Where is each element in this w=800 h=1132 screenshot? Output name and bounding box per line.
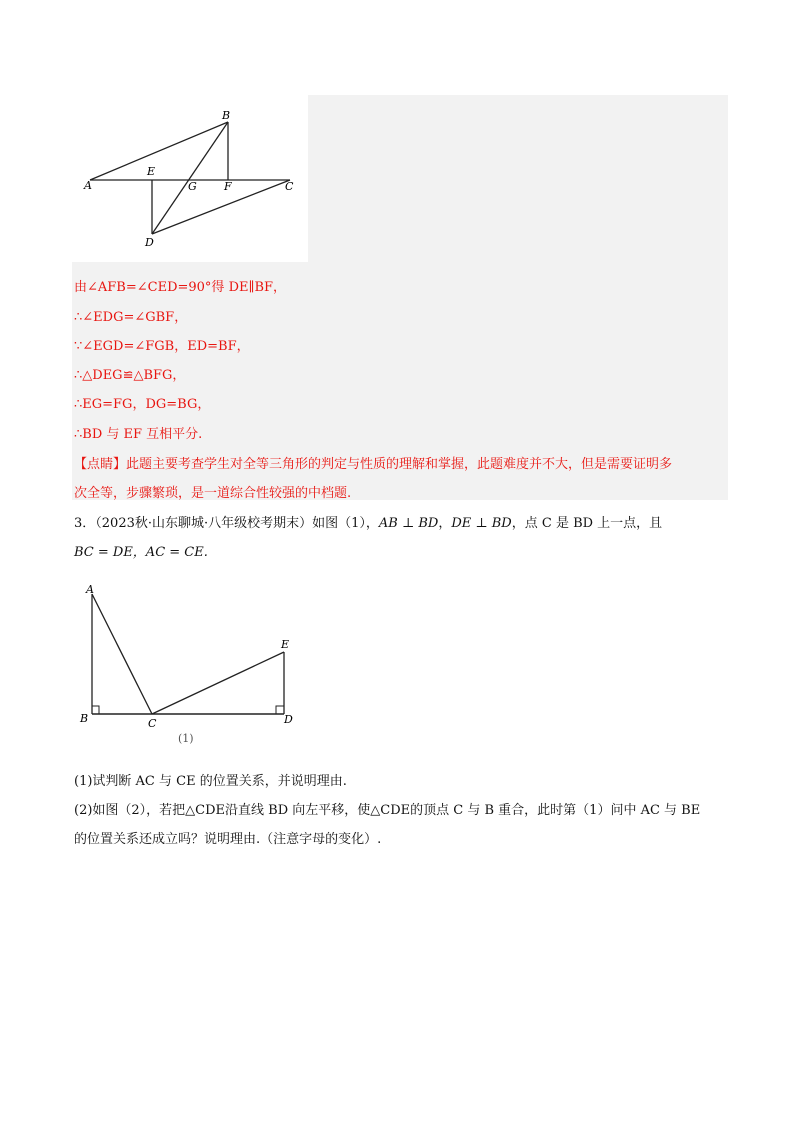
question-number: 3． — [74, 516, 96, 531]
label-B: B — [222, 109, 231, 122]
label-C2: C — [148, 717, 157, 730]
comment-line-1 — [74, 453, 672, 472]
comment-line-2: 次全等，步骤繁琐，是一道综合性较强的中档题. — [74, 486, 352, 501]
solution-line-2: ∴∠EDG=∠GBF， — [74, 310, 188, 325]
label-E2: E — [281, 638, 290, 651]
solution-line-1: 由∠AFB=∠CED=90°得 DE∥BF， — [74, 280, 287, 295]
figure-caption: (1) — [178, 732, 194, 745]
label-A2: A — [86, 583, 94, 596]
label-D: D — [145, 236, 154, 249]
sub-question-1: (1)试判断 AC 与 CE 的位置关系，并说明理由. — [74, 774, 347, 789]
solution-line-5: ∴EG=FG，DG=BG， — [74, 397, 211, 412]
solution-line-6: ∴BD 与 EF 互相平分. — [74, 427, 203, 442]
label-D2: D — [284, 713, 293, 726]
label-A: A — [84, 179, 92, 192]
condition-2: DE ⊥ BD — [451, 516, 512, 531]
condition-3: BC = DE，AC = CE. — [74, 545, 208, 560]
separator-1: ， — [438, 516, 452, 531]
label-C: C — [285, 180, 294, 193]
comment-tag: 【点睛】 — [74, 457, 127, 472]
separator-2: ，点 C 是 BD 上一点，且 — [511, 516, 663, 531]
figure-2-diagram — [78, 578, 310, 750]
solution-line-4: ∴△DEG≌△BFG， — [74, 368, 186, 383]
question-source: （2023秋·山东聊城·八年级校考期末）如图（1）， — [95, 516, 379, 531]
question-3-line-1 — [74, 512, 662, 531]
question-3-line-2 — [74, 541, 208, 560]
figure-2 — [78, 578, 310, 750]
label-F: F — [224, 180, 232, 193]
figure-1-diagram — [72, 95, 308, 262]
sub-question-2-line-2: 的位置关系还成立吗？说明理由.（注意字母的变化）. — [74, 832, 382, 847]
figure-1 — [72, 95, 308, 262]
sub-question-2-line-1: (2)如图（2），若把△CDE沿直线 BD 向左平移，使△CDE的顶点 C 与 B 重合，此时第（1）问中 AC 与 BE — [74, 803, 701, 818]
solution-line-3: ∵∠EGD=∠FGB，ED=BF， — [74, 339, 250, 354]
condition-1: AB ⊥ BD — [378, 516, 439, 531]
comment-text-1: 此题主要考查学生对全等三角形的判定与性质的理解和掌握，此题难度并不大，但是需要证明多 — [126, 457, 673, 472]
label-B2: B — [80, 712, 89, 725]
label-E: E — [147, 165, 156, 178]
label-G: G — [188, 180, 197, 193]
